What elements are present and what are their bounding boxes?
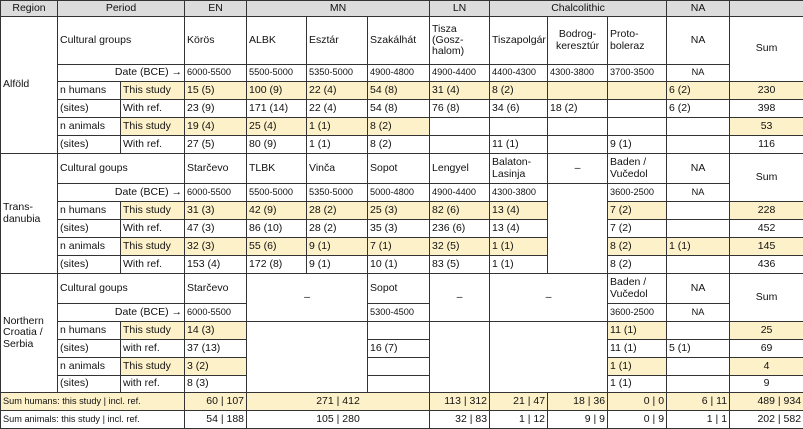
- group-cell: NA: [667, 274, 730, 304]
- header-region: Region: [1, 1, 58, 17]
- north-animals-this-row: [1, 358, 803, 376]
- sum-cell: 4: [730, 358, 803, 376]
- empty-cell: [430, 322, 490, 393]
- with-ref-label: with ref.: [121, 376, 185, 393]
- value-cell: 42 (9): [247, 202, 307, 220]
- value-cell: 16 (7): [368, 340, 430, 358]
- empty-cell: [667, 376, 730, 393]
- value-cell: 171 (14): [247, 100, 307, 118]
- value-cell: 22 (4): [307, 82, 368, 100]
- trans-date-row: [1, 184, 803, 202]
- alfold-animals-this-row: [1, 118, 803, 136]
- date-cell: 4300-3800: [548, 65, 608, 82]
- value-cell: 9 (1): [307, 238, 368, 256]
- n-animals-label: n animals: [58, 358, 121, 376]
- group-cell: Tiszapolgár: [490, 17, 548, 65]
- sum-cell: 25: [730, 322, 803, 340]
- sum-cell: 18 | 36: [548, 393, 608, 411]
- value-cell: 1 (1): [490, 238, 548, 256]
- value-cell: [667, 220, 730, 238]
- group-cell: Esztár: [307, 17, 368, 65]
- value-cell: 9 (1): [608, 136, 667, 154]
- group-cell: Tisza (Gosz-halom): [430, 17, 490, 65]
- value-cell: 1 (1): [608, 358, 667, 376]
- sum-cell: 1 | 12: [490, 411, 548, 429]
- value-cell: 8 (2): [608, 256, 667, 274]
- group-cell: –: [247, 274, 368, 322]
- this-study-label: This study: [121, 118, 185, 136]
- sum-label: Sum: [730, 274, 803, 322]
- header-mn: MN: [247, 1, 430, 17]
- value-cell: 172 (8): [247, 256, 307, 274]
- value-cell: [608, 100, 667, 118]
- value-cell: 14 (3): [185, 322, 247, 340]
- value-cell: 13 (4): [490, 202, 548, 220]
- group-cell: Szakálhát: [368, 17, 430, 65]
- date-cell: 5300-4500: [368, 304, 430, 322]
- sum-cell: 398: [730, 100, 803, 118]
- value-cell: 153 (4): [185, 256, 247, 274]
- header-row: [1, 1, 803, 17]
- value-cell: 25 (4): [247, 118, 307, 136]
- value-cell: [548, 136, 608, 154]
- value-cell: 55 (6): [247, 238, 307, 256]
- sum-cell: 6 | 11: [667, 393, 730, 411]
- n-animals-label: n animals: [58, 238, 121, 256]
- date-label: Date (BCE) →: [58, 304, 185, 322]
- value-cell: 35 (3): [368, 220, 430, 238]
- date-cell: 3600-2500: [608, 304, 667, 322]
- sites-label: (sites): [58, 136, 121, 154]
- value-cell: 23 (9): [185, 100, 247, 118]
- value-cell: [430, 136, 490, 154]
- sum-cell: 436: [730, 256, 803, 274]
- sum-cell: 230: [730, 82, 803, 100]
- sum-cell: 54 | 188: [185, 411, 247, 429]
- value-cell: 5 (1): [667, 340, 730, 358]
- sum-cell: 105 | 280: [247, 411, 430, 429]
- value-cell: 100 (9): [247, 82, 307, 100]
- north-groups-row: [1, 274, 803, 304]
- value-cell: 28 (2): [307, 220, 368, 238]
- value-cell: 54 (8): [368, 82, 430, 100]
- north-humans-this-row: [1, 322, 803, 340]
- value-cell: 11 (1): [490, 136, 548, 154]
- date-cell: 4900-4400: [430, 65, 490, 82]
- value-cell: [490, 118, 548, 136]
- group-cell: Lengyel: [430, 154, 490, 184]
- empty-cell: [368, 358, 430, 376]
- value-cell: 15 (5): [185, 82, 247, 100]
- sum-animals-row: [1, 411, 803, 429]
- value-cell: 6 (2): [667, 100, 730, 118]
- north-animals-ref-row: [1, 376, 803, 393]
- date-cell: 6000-5500: [185, 304, 247, 322]
- group-cell: ALBK: [247, 17, 307, 65]
- date-cell: 4300-3800: [490, 184, 548, 202]
- value-cell: [430, 118, 490, 136]
- group-cell: Körös: [185, 17, 247, 65]
- trans-humans-ref-row: [1, 220, 803, 238]
- cultural-goups-label: Cultural goups: [58, 274, 185, 304]
- date-cell: 5000-4800: [368, 184, 430, 202]
- header-na: NA: [667, 1, 730, 17]
- header-blank: [730, 1, 803, 17]
- value-cell: 31 (3): [185, 202, 247, 220]
- value-cell: 7 (1): [368, 238, 430, 256]
- group-cell: TLBK: [247, 154, 307, 184]
- value-cell: 82 (6): [430, 202, 490, 220]
- sum-cell: 489 | 934: [730, 393, 803, 411]
- group-cell: Baden / Vučedol: [608, 154, 667, 184]
- trans-animals-ref-row: [1, 256, 803, 274]
- date-cell: 5350-5000: [307, 65, 368, 82]
- n-humans-label: n humans: [58, 202, 121, 220]
- value-cell: [548, 82, 608, 100]
- value-cell: 11 (1): [608, 322, 667, 340]
- value-cell: 22 (4): [307, 100, 368, 118]
- date-cell: 5350-5000: [307, 184, 368, 202]
- value-cell: 25 (3): [368, 202, 430, 220]
- date-cell: 5500-5000: [247, 65, 307, 82]
- group-cell: Starčevo: [185, 154, 247, 184]
- sum-cell: 145: [730, 238, 803, 256]
- alfold-humans-this-row: [1, 82, 803, 100]
- value-cell: 8 (2): [608, 238, 667, 256]
- value-cell: 28 (2): [307, 202, 368, 220]
- sites-label: (sites): [58, 100, 121, 118]
- value-cell: 236 (6): [430, 220, 490, 238]
- value-cell: 83 (5): [430, 256, 490, 274]
- date-cell: NA: [667, 184, 730, 202]
- north-humans-ref-row: [1, 340, 803, 358]
- alfold-groups-row: [1, 17, 803, 65]
- sum-cell: 9 | 9: [548, 411, 608, 429]
- sum-cell: 53: [730, 118, 803, 136]
- value-cell: 86 (10): [247, 220, 307, 238]
- date-cell: 6000-5500: [185, 65, 247, 82]
- sum-cell: 1 | 1: [667, 411, 730, 429]
- region-transdanubia: Trans-danubia: [1, 154, 58, 274]
- empty-cell: [490, 322, 608, 393]
- sum-animals-label: Sum animals: this study | incl. ref.: [1, 411, 185, 429]
- value-cell: 8 (2): [490, 82, 548, 100]
- trans-animals-this-row: [1, 238, 803, 256]
- sum-cell: 0 | 0: [608, 393, 667, 411]
- date-cell: NA: [667, 65, 730, 82]
- region-northern-croatia-serbia: Northern Croatia / Serbia: [1, 274, 58, 393]
- value-cell: 34 (6): [490, 100, 548, 118]
- empty-cell: [368, 322, 430, 340]
- value-cell: 1 (1): [608, 376, 667, 393]
- sum-cell: 452: [730, 220, 803, 238]
- header-en: EN: [185, 1, 247, 17]
- north-date-row: [1, 304, 803, 322]
- this-study-label: This study: [121, 358, 185, 376]
- date-label: Date (BCE) →: [58, 184, 185, 202]
- sum-cell: 32 | 83: [430, 411, 490, 429]
- value-cell: [667, 202, 730, 220]
- value-cell: 37 (13): [185, 340, 247, 358]
- empty-cell: [368, 376, 430, 393]
- sum-cell: 9: [730, 376, 803, 393]
- sum-humans-row: [1, 393, 803, 411]
- value-cell: 8 (2): [368, 118, 430, 136]
- value-cell: [548, 118, 608, 136]
- value-cell: 32 (5): [430, 238, 490, 256]
- date-cell: NA: [667, 304, 730, 322]
- sites-label: (sites): [58, 376, 121, 393]
- sum-humans-label: Sum humans: this study | incl. ref.: [1, 393, 185, 411]
- header-period: Period: [58, 1, 185, 17]
- value-cell: 11 (1): [608, 340, 667, 358]
- sites-label: (sites): [58, 220, 121, 238]
- sum-cell: 60 | 107: [185, 393, 247, 411]
- value-cell: 6 (2): [667, 82, 730, 100]
- sum-label: Sum: [730, 154, 803, 202]
- header-ln: LN: [430, 1, 490, 17]
- value-cell: 9 (1): [307, 256, 368, 274]
- value-cell: 1 (1): [490, 256, 548, 274]
- value-cell: 1 (1): [307, 136, 368, 154]
- n-animals-label: n animals: [58, 118, 121, 136]
- date-cell: 3600-2500: [608, 184, 667, 202]
- date-cell: 3700-3500: [608, 65, 667, 82]
- sum-cell: 228: [730, 202, 803, 220]
- cultural-goups-label: Cultural goups: [58, 154, 185, 184]
- region-alfold: Alföld: [1, 17, 58, 154]
- value-cell: 7 (2): [608, 220, 667, 238]
- sum-label: Sum: [730, 17, 803, 82]
- alfold-date-row: [1, 65, 803, 82]
- value-cell: 18 (2): [548, 100, 608, 118]
- value-cell: 1 (1): [667, 238, 730, 256]
- value-cell: 3 (2): [185, 358, 247, 376]
- date-label: Date (BCE) →: [58, 65, 185, 82]
- alfold-humans-ref-row: [1, 100, 803, 118]
- group-cell: Sopot: [368, 274, 430, 304]
- value-cell: 8 (3): [185, 376, 247, 393]
- with-ref-label: with ref.: [121, 340, 185, 358]
- value-cell: 31 (4): [430, 82, 490, 100]
- value-cell: 19 (4): [185, 118, 247, 136]
- group-cell: –: [430, 274, 490, 322]
- sum-cell: 0 | 9: [608, 411, 667, 429]
- value-cell: 1 (1): [307, 118, 368, 136]
- with-ref-label: With ref.: [121, 220, 185, 238]
- date-cell: 4900-4400: [430, 184, 490, 202]
- this-study-label: This study: [121, 322, 185, 340]
- value-cell: 7 (2): [608, 202, 667, 220]
- group-cell: Proto-boleraz: [608, 17, 667, 65]
- header-chalcolithic: Chalcolithic: [490, 1, 667, 17]
- sum-cell: 113 | 312: [430, 393, 490, 411]
- sum-cell: 202 | 582: [730, 411, 803, 429]
- alfold-animals-ref-row: [1, 136, 803, 154]
- value-cell: [667, 256, 730, 274]
- n-humans-label: n humans: [58, 322, 121, 340]
- group-cell: Bodrog-keresztúr: [548, 17, 608, 65]
- with-ref-label: With ref.: [121, 100, 185, 118]
- with-ref-label: With ref.: [121, 256, 185, 274]
- empty-cell: [247, 322, 368, 393]
- sum-cell: 21 | 47: [490, 393, 548, 411]
- sites-label: (sites): [58, 256, 121, 274]
- this-study-label: This study: [121, 82, 185, 100]
- value-cell: 32 (3): [185, 238, 247, 256]
- empty-cell: [548, 184, 608, 274]
- trans-groups-row: [1, 154, 803, 184]
- group-cell: –: [548, 154, 608, 184]
- with-ref-label: With ref.: [121, 136, 185, 154]
- group-cell: Sopot: [368, 154, 430, 184]
- sum-cell: 69: [730, 340, 803, 358]
- empty-cell: [667, 358, 730, 376]
- this-study-label: This study: [121, 238, 185, 256]
- group-cell: –: [490, 274, 608, 322]
- date-cell: 4900-4800: [368, 65, 430, 82]
- empty-cell: [667, 322, 730, 340]
- value-cell: [667, 136, 730, 154]
- n-humans-label: n humans: [58, 82, 121, 100]
- group-cell: Starčevo: [185, 274, 247, 304]
- cultural-groups-label: Cultural groups: [58, 17, 185, 65]
- date-cell: 4400-4300: [490, 65, 548, 82]
- value-cell: 13 (4): [490, 220, 548, 238]
- value-cell: 47 (3): [185, 220, 247, 238]
- value-cell: 10 (1): [368, 256, 430, 274]
- date-cell: 5500-5000: [247, 184, 307, 202]
- value-cell: [667, 118, 730, 136]
- value-cell: 80 (9): [247, 136, 307, 154]
- sum-cell: 116: [730, 136, 803, 154]
- value-cell: [608, 118, 667, 136]
- value-cell: 54 (8): [368, 100, 430, 118]
- trans-humans-this-row: [1, 202, 803, 220]
- sum-cell: 271 | 412: [247, 393, 430, 411]
- sites-label: (sites): [58, 340, 121, 358]
- this-study-label: This study: [121, 202, 185, 220]
- value-cell: 76 (8): [430, 100, 490, 118]
- group-cell: NA: [667, 154, 730, 184]
- group-cell: Baden / Vučedol: [608, 274, 667, 304]
- value-cell: [608, 82, 667, 100]
- value-cell: 27 (5): [185, 136, 247, 154]
- date-cell: 6000-5500: [185, 184, 247, 202]
- group-cell: NA: [667, 17, 730, 65]
- group-cell: Balaton-Lasinja: [490, 154, 548, 184]
- value-cell: 8 (2): [368, 136, 430, 154]
- group-cell: Vinča: [307, 154, 368, 184]
